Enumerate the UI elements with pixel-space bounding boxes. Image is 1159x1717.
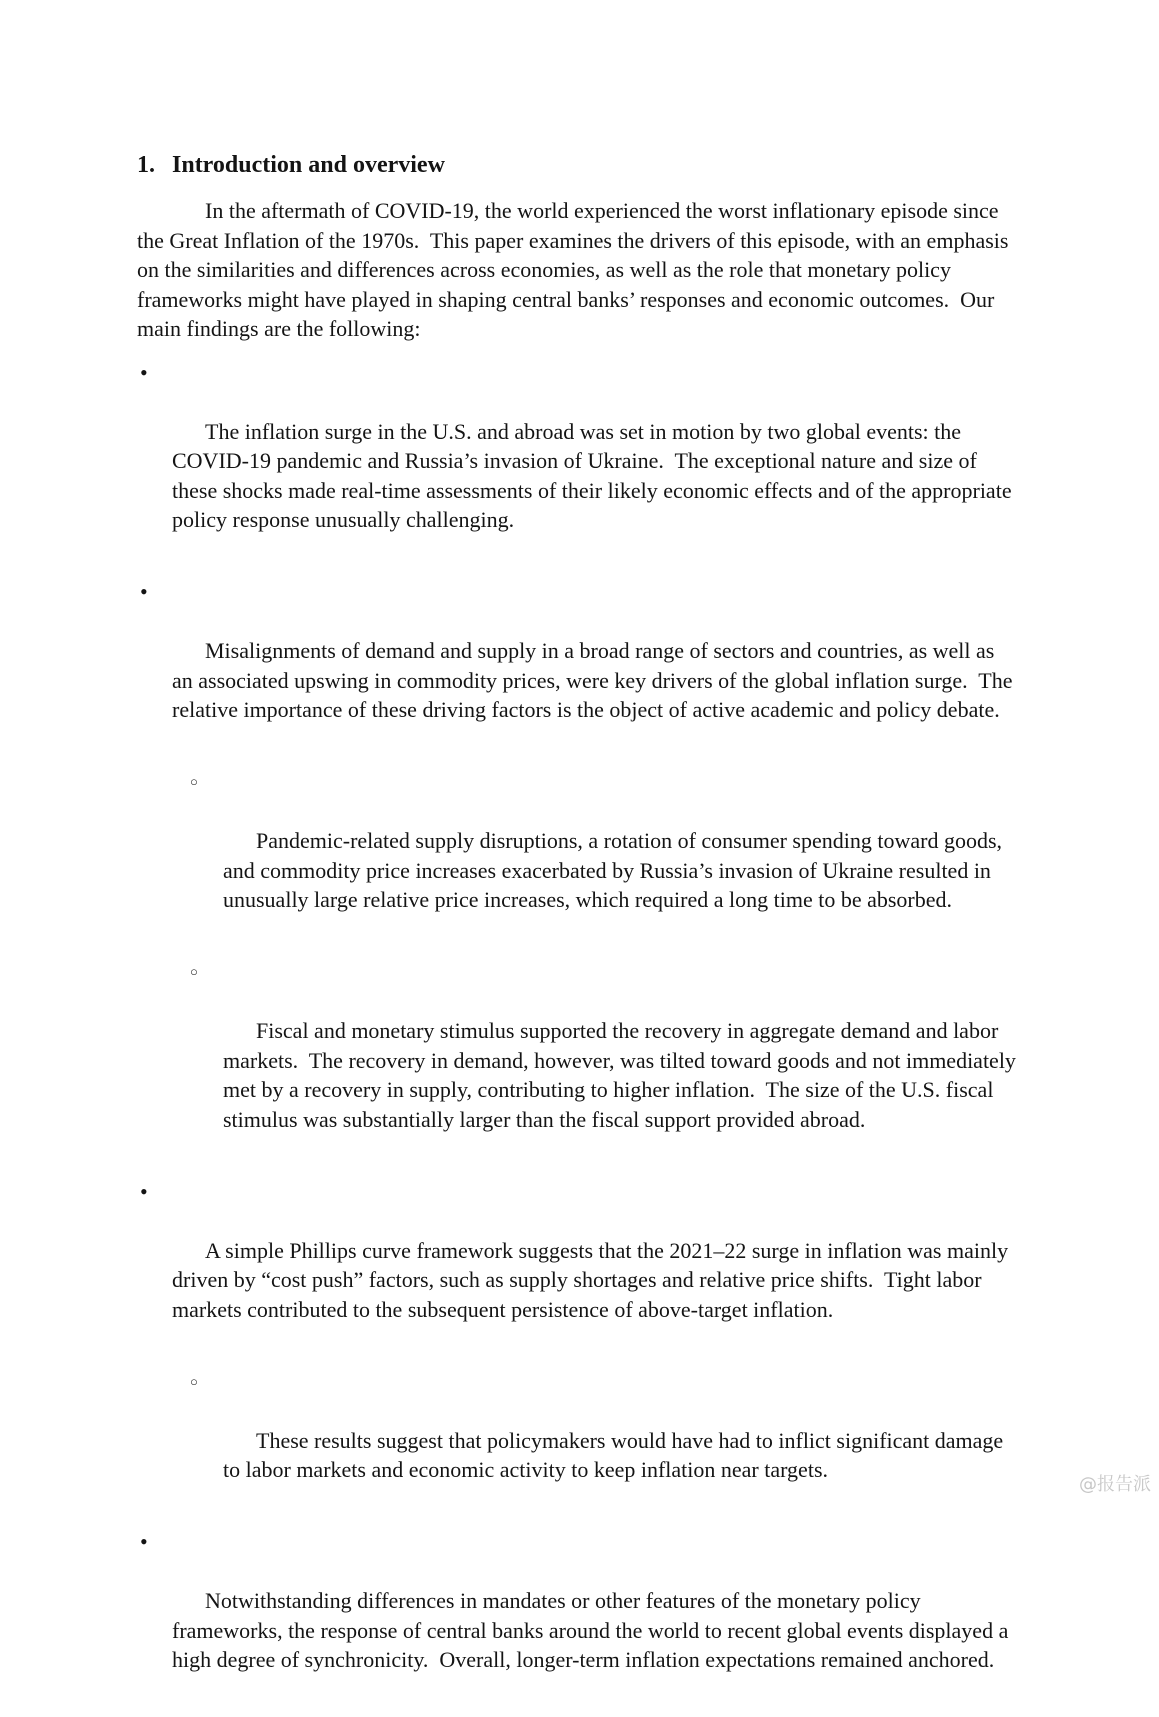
circle-bullet-icon: ○ xyxy=(190,774,198,789)
sub-bullet-item xyxy=(190,1367,1020,1515)
bullet-item xyxy=(137,358,1020,565)
bullet-dot-icon: • xyxy=(140,1178,148,1204)
sub-bullet-item xyxy=(190,767,1020,944)
bullet-dot-icon: • xyxy=(140,1529,148,1554)
bullet-dot-icon: • xyxy=(140,359,148,385)
bullet-item xyxy=(137,577,1020,754)
section-heading xyxy=(137,150,1020,180)
sub-bullet-item xyxy=(190,957,1020,1164)
bullet-item xyxy=(137,1177,1020,1354)
bullet-item xyxy=(137,1527,1020,1704)
findings-list xyxy=(137,358,1020,1705)
bullet-text: A simple Phillips curve framework suggests that the 2021–22 surge in inflation was mainly driven by “cost push” factors, such as supply shortages and relative price shifts. Tight labor markets contributed to the subsequent persistence of above-target inflation. xyxy=(172,1237,1014,1322)
watermark: @报告派 xyxy=(1079,1474,1151,1495)
circle-bullet-icon: ○ xyxy=(190,1373,198,1389)
intro-paragraph: In the aftermath of COVID-19, the world experienced the worst inflationary episode since the Great Inflation of the 1970s. This paper examines the drivers of this episode, with an emphasis on the similarities and differences across economies, as well as the role that monetary policy frameworks might have played in shaping central banks’ responses and economic outcomes. Our main findings are the following: xyxy=(137,198,1014,341)
bullet-text: The inflation surge in the U.S. and abroad was set in motion by two global events: the COVID-19 pandemic and Russia’s invasion of Ukraine. The exceptional nature and size of these shocks made real-time assessments of their likely economic effects and of the appropriate policy response unusually challenging. xyxy=(172,418,1018,532)
section-number: 1. xyxy=(137,152,155,178)
section-title: Introduction and overview xyxy=(172,152,445,178)
bullet-text: Misalignments of demand and supply in a broad range of sectors and countries, as well as an associated upswing in commodity prices, were key drivers of the global inflation surge. The relative importance of these driving factors is the object of active academic and policy debate. xyxy=(172,638,1018,722)
bullet-text: Fiscal and monetary stimulus supported the recovery in aggregate demand and labor markets. The recovery in demand, however, was tilted toward goods and not immediately met by a recovery in supply, contributing to higher inflation. The size of the U.S. fiscal stimulus was substantially larger than the fiscal support provided abroad. xyxy=(223,1018,1022,1132)
circle-bullet-icon: ○ xyxy=(190,964,198,979)
bullet-text: Pandemic-related supply disruptions, a rotation of consumer spending toward goods, and commodity price increases exacerbated by Russia’s invasion of Ukraine resulted in unusually large relative price increases, which required a long time to be absorbed. xyxy=(223,828,1008,912)
page-content xyxy=(137,150,1020,1717)
bullet-text: These results suggest that policymakers would have had to inflict significant damage to labor markets and economic activity to keep inflation near targets. xyxy=(223,1427,1009,1482)
bullet-dot-icon: • xyxy=(140,579,148,604)
bullet-text: Notwithstanding differences in mandates or other features of the monetary policy frameworks, the response of central banks around the world to recent global events displayed a high degree of synchronicity. Overall, longer-term inflation expectations remained anchored. xyxy=(172,1588,1014,1672)
